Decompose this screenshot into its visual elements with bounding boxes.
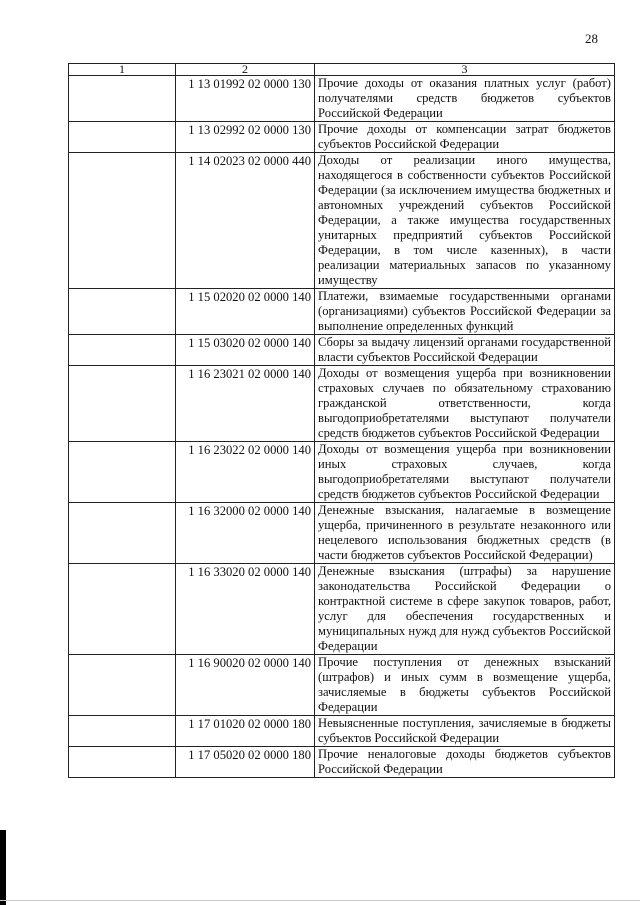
row-col1	[69, 442, 176, 503]
revenue-description: Прочие доходы от оказания платных услуг (работ) получателями средств бюджетов субъектов Российской Федерации	[315, 76, 615, 122]
row-col1	[69, 289, 176, 335]
table-row	[69, 153, 615, 289]
table-row	[69, 655, 615, 716]
table-row	[69, 564, 615, 655]
row-col1	[69, 503, 176, 564]
revenue-description: Прочие доходы от компенсации затрат бюджетов субъектов Российской Федерации	[315, 122, 615, 153]
table-header-row	[69, 64, 615, 76]
revenue-description: Денежные взыскания, налагаемые в возмещение ущерба, причиненного в результате незаконного или нецелевого использования бюджетных средств (в части бюджетов субъектов Российской Федерации)	[315, 503, 615, 564]
row-col1	[69, 122, 176, 153]
table-row	[69, 76, 615, 122]
table-row	[69, 442, 615, 503]
row-col1	[69, 153, 176, 289]
table-row	[69, 716, 615, 747]
table-row	[69, 747, 615, 778]
revenue-code: 1 16 23021 02 0000 140	[176, 366, 315, 442]
revenue-code: 1 16 90020 02 0000 140	[176, 655, 315, 716]
revenue-code: 1 16 32000 02 0000 140	[176, 503, 315, 564]
revenue-code: 1 14 02023 02 0000 440	[176, 153, 315, 289]
column-header-1: 1	[69, 64, 176, 76]
revenue-code: 1 13 01992 02 0000 130	[176, 76, 315, 122]
revenue-code: 1 17 01020 02 0000 180	[176, 716, 315, 747]
revenue-code: 1 16 33020 02 0000 140	[176, 564, 315, 655]
revenue-description: Прочие поступления от денежных взысканий (штрафов) и иных сумм в возмещение ущерба, зачисляемые в бюджеты субъектов Российской Федерации	[315, 655, 615, 716]
row-col1	[69, 655, 176, 716]
revenue-codes-table	[68, 63, 615, 778]
table-row	[69, 289, 615, 335]
page-number: 28	[585, 31, 598, 46]
row-col1	[69, 366, 176, 442]
scan-bottom-edge	[0, 900, 640, 901]
table-row	[69, 503, 615, 564]
scan-edge-mark	[0, 830, 6, 905]
revenue-description: Невыясненные поступления, зачисляемые в бюджеты субъектов Российской Федерации	[315, 716, 615, 747]
revenue-description: Доходы от возмещения ущерба при возникновении страховых случаев по обязательному страхованию гражданской ответственности, когда выгодоприобретателями выступают получатели средств бюджетов субъектов Российской Федерации	[315, 366, 615, 442]
revenue-code: 1 15 02020 02 0000 140	[176, 289, 315, 335]
revenue-code: 1 17 05020 02 0000 180	[176, 747, 315, 778]
revenue-code: 1 16 23022 02 0000 140	[176, 442, 315, 503]
revenue-description: Денежные взыскания (штрафы) за нарушение законодательства Российской Федерации о контрактной системе в сфере закупок товаров, работ, услуг для обеспечения государственных и муниципальных нужд для нужд субъектов Российской Федерации	[315, 564, 615, 655]
table-row	[69, 335, 615, 366]
row-col1	[69, 716, 176, 747]
revenue-code: 1 15 03020 02 0000 140	[176, 335, 315, 366]
row-col1	[69, 747, 176, 778]
column-header-2: 2	[176, 64, 315, 76]
table-row	[69, 366, 615, 442]
revenue-description: Сборы за выдачу лицензий органами государственной власти субъектов Российской Федерации	[315, 335, 615, 366]
revenue-description: Доходы от возмещения ущерба при возникновении иных страховых случаев, когда выгодоприобретателями выступают получатели средств бюджетов субъектов Российской Федерации	[315, 442, 615, 503]
revenue-code: 1 13 02992 02 0000 130	[176, 122, 315, 153]
column-header-3: 3	[315, 64, 615, 76]
row-col1	[69, 564, 176, 655]
revenue-description: Доходы от реализации иного имущества, находящегося в собственности субъектов Российской Федерации (за исключением имущества бюджетных и автономных учреждений субъектов Российской Федерации, а также имущества государственных унитарных предприятий субъектов Российской Федерации, в том числе казенных), в части реализации материальных запасов по указанному имуществу	[315, 153, 615, 289]
revenue-description: Платежи, взимаемые государственными органами (организациями) субъектов Российской Федерации за выполнение определенных функций	[315, 289, 615, 335]
table-row	[69, 122, 615, 153]
row-col1	[69, 76, 176, 122]
revenue-description: Прочие неналоговые доходы бюджетов субъектов Российской Федерации	[315, 747, 615, 778]
row-col1	[69, 335, 176, 366]
